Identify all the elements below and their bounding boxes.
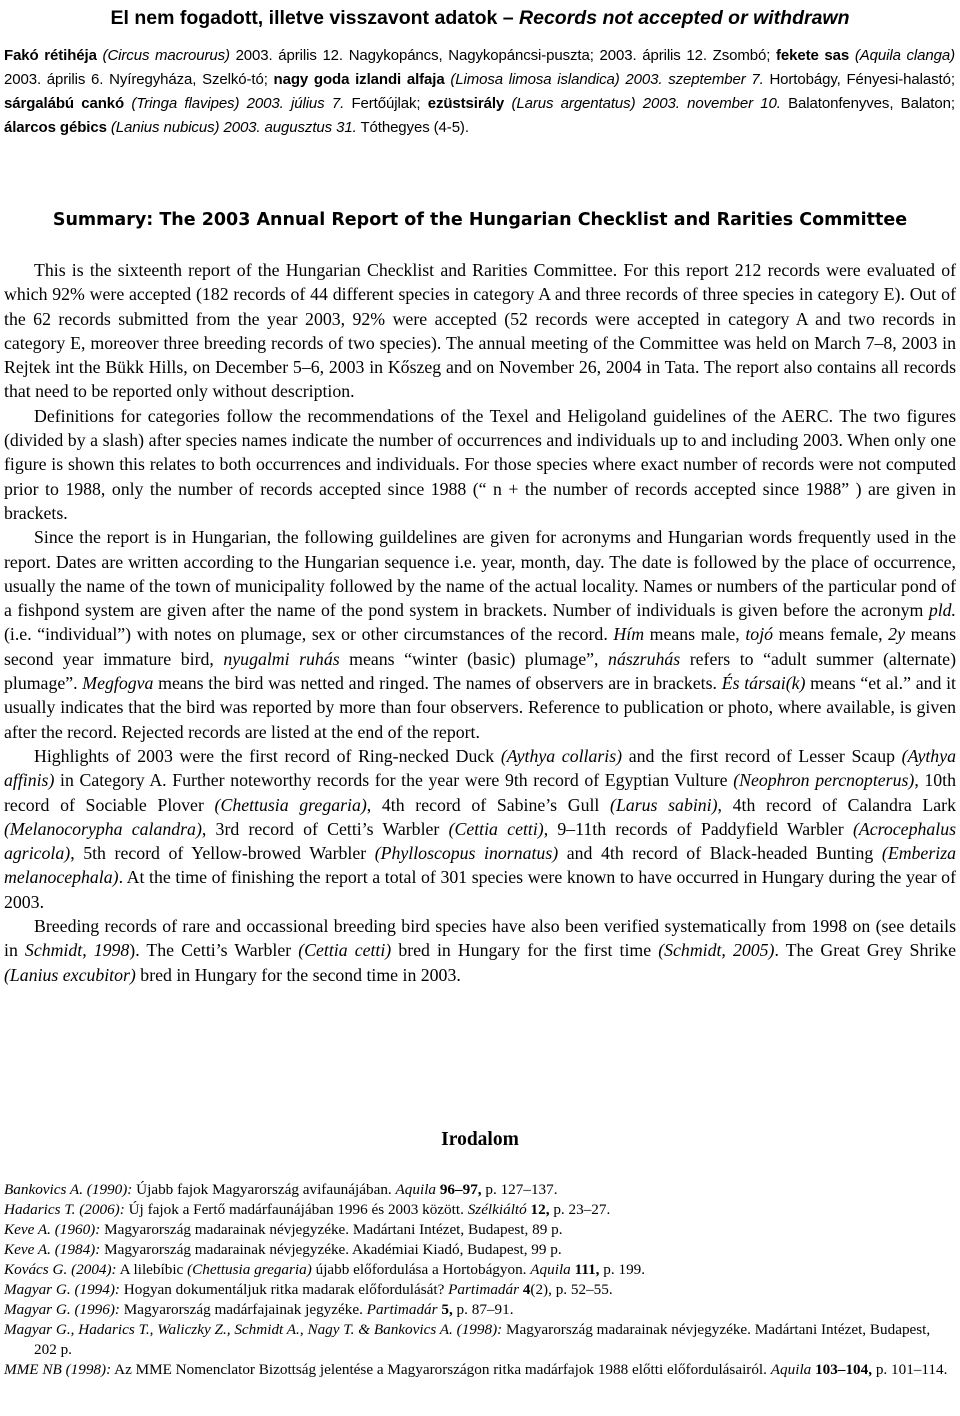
species-latin-name: Schmidt, 1998 bbox=[24, 940, 130, 961]
record-3: nagy goda izlandi alfaja (Limosa limosa islandica) 2003. szeptember 7. Hortobágy, Fényesi-halastó; bbox=[273, 71, 955, 88]
text-run: , 4th record of Sabine’s Gull bbox=[366, 794, 611, 815]
text-run: , 5th record of Yellow-browed Warbler bbox=[70, 843, 375, 864]
summary-paragraph-1: This is the sixteenth report of the Hungarian Checklist and Rarities Committee. For this report 212 records were evaluated of which 92% were accepted (182 records of 44 different species in category A and three records of three species in category E). Out of the 62 records submitted from the year 2003, 92% were accepted (52 records were accepted in category A and two records in category E, moreover three breeding records of two species). The annual meeting of the Committee was held on March 7–8, 2003 in Rejtek int the Bükk Hills, on December 5–6, 2003 in Kőszeg and on November 26, 2004 in Tata. The report also contains all records that need to be reported only without description. bbox=[4, 260, 956, 402]
record-4: sárgalábú cankó (Tringa flavipes) 2003. július 7. Fertőújlak; bbox=[4, 95, 421, 112]
summary-body bbox=[4, 258, 956, 987]
reference-item: Hadarics T. (2006): Új fajok a Fertő madárfaunájában 1996 és 2003 között. Szélkiáltó 12, p. 23–27. bbox=[4, 1201, 611, 1218]
summary-paragraph-2: Definitions for categories follow the recommendations of the Texel and Heligoland guidelines of the AERC. The two figures (divided by a slash) after species names indicate the number of occurrences and individuals up to and including 2003. When only one figure is shown this relates to both occurrences and individuals. For those species where exact number of records were not computed prior to 1988, only the number of records accepted since 1988 (“ n + the number of records accepted since 1988” ) are given in brackets. bbox=[4, 405, 956, 523]
text-run: , 4th record of Calandra Lark bbox=[717, 794, 956, 815]
text-run: in Category A. Further noteworthy records for the year were 9th record of Egyptian Vulture bbox=[54, 770, 734, 791]
text-run: and the first record of Lesser Scaup bbox=[622, 745, 902, 766]
text-run: bred in Hungary for the first time bbox=[391, 940, 659, 961]
species-latin-name: (Chettusia gregaria) bbox=[214, 794, 367, 815]
section-title bbox=[0, 6, 960, 30]
text-run: . At the time of finishing the report a total of 301 species were known to have occurred in Hungary during the year of 2003. bbox=[4, 867, 956, 912]
record-6: álarcos gébics (Lanius nubicus) 2003. augusztus 31. Tóthegyes (4-5). bbox=[4, 119, 469, 136]
reference-item: Keve A. (1984): Magyarország madarainak névjegyzéke. Akadémiai Kiadó, Budapest, 99 p. bbox=[4, 1241, 562, 1258]
text-run: , 3rd record of Cetti’s Warbler bbox=[201, 818, 449, 839]
species-latin-name: (Neophron percnopterus) bbox=[733, 770, 915, 791]
summary-paragraph-3: Since the report is in Hungarian, the following guildelines are given for acronyms and Hungarian words frequently used in the report. Dates are written according to the Hungarian sequence i.e. year, month, day. The date is followed by the place of occurrence, usually the name of the town of municipality followed by the name of the actual locality. Names or numbers of the particular pond of a fishpond system are given after the name of the pond system in brackets. Number of individuals is given before the acronym pld. (i.e. “individual”) with notes on plumage, sex or other circumstances of the record. Hím means male, tojó means female, 2y means second year immature bird, nyugalmi ruhás means “winter (basic) plumage”, nászruhás refers to “adult summer (alternate) plumage”. Megfogva means the bird was netted and ringed. The names of observers are in brackets. És társai(k) means “et al.” and it usually indicates that the bird was reported by more than four observers. Reference to publication or photo, where available, is given after the record. Rejected records are listed at the end of the report. bbox=[4, 527, 957, 742]
summary-paragraph-5 bbox=[4, 914, 956, 987]
species-latin-name: (Larus sabini) bbox=[610, 794, 718, 815]
reference-item: Kovács G. (2004): A lilebíbic (Chettusia gregaria) újabb előfordulása a Hortobágyon. Aquila 111, p. 199. bbox=[4, 1261, 646, 1278]
rejected-records bbox=[4, 44, 955, 140]
record-5: ezüstsirály (Larus argentatus) 2003. november 10. Balatonfenyves, Balaton; bbox=[427, 95, 955, 112]
species-latin-name: (Cettia cetti) bbox=[448, 818, 544, 839]
species-latin-name: (Melanocorypha calandra) bbox=[4, 818, 202, 839]
record-0: Fakó rétihéja (Circus macrourus) 2003. április 12. Nagykopáncs, Nagykopáncsi-puszta; bbox=[4, 47, 594, 64]
reference-list bbox=[4, 1180, 956, 1380]
text-run: , 9–11th records of Paddyfield Warbler bbox=[543, 818, 853, 839]
text-run: ). The Cetti’s Warbler bbox=[129, 940, 299, 961]
title-italic: Records not accepted or withdrawn bbox=[519, 7, 850, 29]
reference-item: Keve A. (1960): Magyarország madarainak névjegyzéke. Madártani Intézet, Budapest, 89 p. bbox=[4, 1221, 563, 1238]
species-latin-name: (Aythya affinis) bbox=[4, 745, 956, 791]
reference-item: MME NB (1998): Az MME Nomenclator Bizottság jelentése a Magyarországon ritka madárfajok 1988 előtti előfordulásairól. Aquila 103–104, p. 101–114. bbox=[4, 1361, 948, 1378]
species-latin-name: (Acrocephalus agricola) bbox=[4, 818, 957, 864]
summary-heading: Summary: The 2003 Annual Report of the Hungarian Checklist and Rarities Committee bbox=[52, 210, 908, 230]
reference-item: Magyar G. (1996): Magyarország madárfajainak jegyzéke. Partimadár 5, p. 87–91. bbox=[4, 1301, 514, 1318]
record-1: 2003. április 12. Zsombó; bbox=[599, 47, 771, 64]
species-latin-name: (Aythya collaris) bbox=[500, 745, 623, 766]
references-heading: Irodalom bbox=[441, 1129, 519, 1150]
reference-item: Bankovics A. (1990): Újabb fajok Magyarország avifaunájában. Aquila 96–97, p. 127–137. bbox=[4, 1181, 558, 1198]
text-run: bred in Hungary for the second time in 2003. bbox=[135, 964, 461, 985]
species-latin-name: (Cettia cetti) bbox=[298, 940, 392, 961]
text-run: Breeding records of rare and occassional breeding bird species have also been verified systematically from 1998 on (see details in bbox=[4, 916, 956, 961]
summary-paragraph-4 bbox=[4, 744, 956, 914]
species-latin-name: (Lanius excubitor) bbox=[4, 964, 136, 985]
text-run: . The Great Grey Shrike bbox=[774, 940, 956, 961]
text-run: Highlights of 2003 were the first record of Ring-necked Duck bbox=[34, 745, 501, 766]
title-main: El nem fogadott, illetve visszavont adatok – bbox=[110, 7, 520, 29]
species-latin-name: (Schmidt, 2005) bbox=[658, 940, 775, 961]
species-latin-name: (Phylloscopus inornatus) bbox=[374, 843, 559, 864]
reference-item: Magyar G. (1994): Hogyan dokumentáljuk ritka madarak előfordulását? Partimadár 4(2), p. 52–55. bbox=[4, 1281, 613, 1298]
text-run: , 10th record of Sociable Plover bbox=[4, 770, 957, 815]
reference-item: Magyar G., Hadarics T., Waliczky Z., Schmidt A., Nagy T. & Bankovics A. (1998): Magyarország madarainak névjegyzéke. Madártani Intézet, Budapest, 202 p. bbox=[4, 1321, 931, 1358]
species-latin-name: (Emberiza melanocephala) bbox=[4, 843, 956, 888]
text-run: and 4th record of Black-headed Bunting bbox=[558, 843, 882, 864]
record-2: fekete sas (Aquila clanga) 2003. április 6. Nyíregyháza, Szelkó-tó; bbox=[4, 47, 955, 88]
